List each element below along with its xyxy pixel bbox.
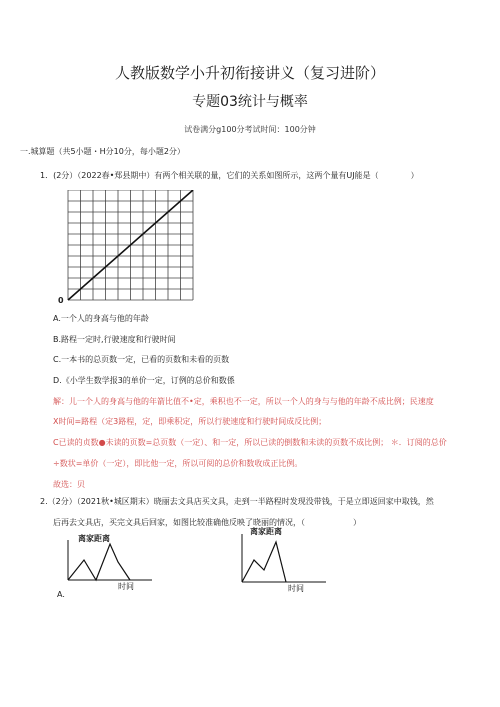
q1-origin-label: 0	[58, 296, 64, 305]
q1-grid-svg	[58, 190, 198, 302]
q2-graph-b	[238, 534, 328, 584]
question-2-stem: 2.（2分）（2021秋•城区期末）晓丽去文具店买文具，走到一半路程时发现没带钱，于是立即返回家中取钱，然	[40, 497, 434, 506]
q1-solution-line: 解：儿一个人的身高与他的年箭比值不•定，乘积也不一定，所以一个人的身与与他的年龄不成比例；民速度	[53, 397, 434, 406]
q1-answer: 故选：贝	[53, 480, 85, 489]
page-subtitle: 专题03统计与概率	[192, 94, 308, 110]
q1-graph	[58, 190, 198, 306]
q2-graph-a-title: 离家距离	[78, 534, 110, 543]
q1-option-b: B.路程一定时,行驶速度和行驶时间	[53, 335, 176, 344]
q1-solution-line: C已读的贞数●未读的页数=总页数（一定）、和一定，所以已读的倒数和未读的页数不成比例； ＊．订阅的总价	[53, 438, 447, 447]
question-1-stem: 1．(2分）（2022春•郑县期中）有两个相关联的量，它们的关系如图所示，这两个量有UJ能是（ ）	[40, 171, 419, 180]
q1-solution-line: X时间=路程（定3路程，定，即乘积定，所以行驶速度和行驶时间成反比例；	[53, 417, 327, 426]
q1-option-a: A.一个人的身高与他的年龄	[53, 314, 149, 323]
section-heading: 一.城算题（共5小题・H分10分，每小题2分）	[20, 147, 185, 156]
q1-option-d: D.《小学生数学报3的单价一定，订例的总价和数係	[53, 376, 235, 385]
q1-solution-line: ÷数状=单价（一定），即比他一定，所以可阅的总价和数收成正比例。	[53, 459, 303, 468]
question-2-stem-cont: 后再去文具店，买完文具后回家，如图比较准确他反映了晓丽的情况，（ ）	[53, 518, 361, 527]
q2-graph-a-xlabel: 时间	[118, 582, 134, 591]
page-title: 人教版数学小升初衔接讲义（复习进阶）	[114, 64, 385, 82]
q2-graph-b-title: 离家距离	[250, 527, 282, 536]
q1-option-c: C.一本书的总页数一定，已看的页数和未看的页数	[53, 355, 230, 364]
q2-graph-b-xlabel: 时间	[288, 584, 304, 593]
q2-option-a: A.	[57, 590, 65, 599]
q2-graph-a	[64, 540, 154, 582]
exam-meta: 试卷满分g100分考试时间：100分钟	[184, 125, 316, 134]
